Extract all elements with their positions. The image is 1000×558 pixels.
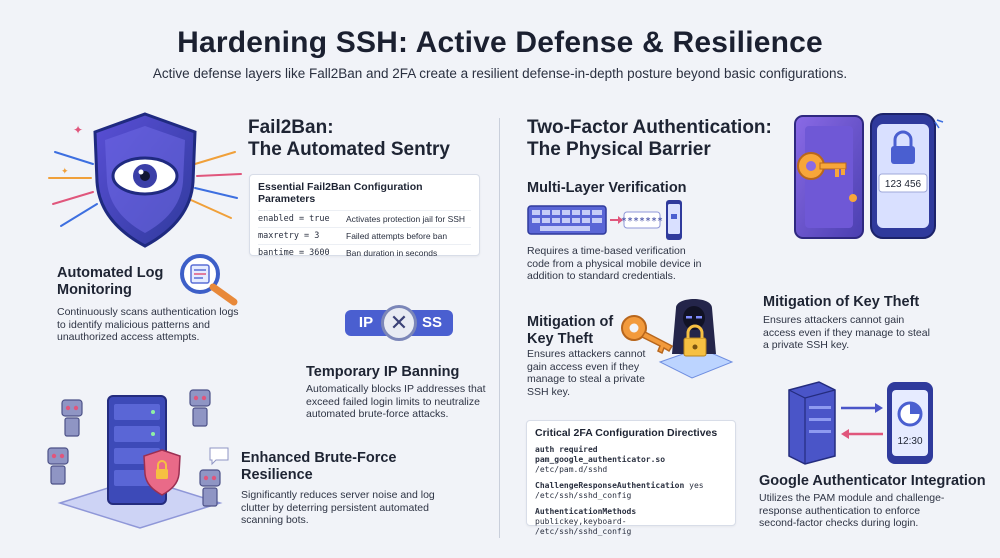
multi-layer-title: Multi-Layer Verification <box>527 180 687 196</box>
log-monitoring-title-line2: Monitoring <box>57 282 132 298</box>
svg-text:✦: ✦ <box>61 166 69 176</box>
brute-force-body: Significantly reduces server noise and log clutter by deterring persistent automated scanning bots. <box>241 489 435 526</box>
param-key: bantime = 3600 <box>258 248 330 258</box>
param-row <box>258 227 471 244</box>
directive-value: publickey,keyboard- <box>535 517 627 526</box>
param-desc: Ban duration in seconds <box>346 248 438 258</box>
directives-card <box>526 420 736 536</box>
ban-x-icon: ✕ <box>381 305 417 341</box>
twofa-heading-line2: The Physical Barrier <box>527 139 711 160</box>
ip-banning-title: Temporary IP Banning <box>306 364 460 380</box>
directive-item <box>535 481 727 501</box>
fail2ban-params-card <box>249 174 480 256</box>
key-theft-right-body: Ensures attackers cannot gain access even if they manage to steal a private SSH key. <box>763 314 930 351</box>
twofa-heading <box>527 117 772 161</box>
page-title: Hardening SSH: Active Defense & Resilience <box>177 26 823 59</box>
param-row <box>258 244 471 261</box>
twofa-heading-line1: Two-Factor Authentication: <box>527 117 772 138</box>
hacker-key-icon <box>620 292 735 387</box>
vault-phone-icon <box>775 108 960 248</box>
google-auth-body: Utilizes the PAM module and challenge-response authentication to enforce second-factor checks during login. <box>759 492 945 529</box>
directive-item <box>535 445 727 475</box>
server-bots-icon <box>40 378 235 543</box>
log-monitoring-title <box>57 265 163 299</box>
fail2ban-heading-line2: The Automated Sentry <box>248 139 450 160</box>
ip-ban-badge <box>345 305 453 341</box>
multi-layer-body: Requires a time-based verification code from a physical mobile device in addition to standard credentials. <box>527 245 702 282</box>
ip-label: IP <box>345 310 387 336</box>
key-theft-center-title <box>527 314 613 348</box>
brute-force-title <box>241 450 397 484</box>
log-monitoring-body: Continuously scans authentication logs to identify malicious patterns and unauthorized access attempts. <box>57 306 239 343</box>
param-key: maxretry = 3 <box>258 231 320 241</box>
key-theft-right-title: Mitigation of Key Theft <box>763 294 920 310</box>
directive-value: yes <box>684 481 704 490</box>
phone-code: 123 456 <box>884 179 922 190</box>
brute-force-title-line1: Enhanced Brute-Force <box>241 450 397 466</box>
params-card-title: Essential Fail2Ban Configuration Parameters <box>258 181 423 205</box>
keyboard-phone-icon <box>526 198 686 242</box>
fail2ban-heading-line1: Fail2Ban: <box>248 117 334 138</box>
param-desc: Activates protection jail for SSH <box>346 214 466 224</box>
directive-name: AuthenticationMethods <box>535 507 637 516</box>
directive-path: /etc/pam.d/sshd <box>535 465 608 474</box>
server-phone-sync-icon <box>775 378 950 468</box>
directive-path: /etc/ssh/sshd_config <box>535 491 632 500</box>
page-subtitle: Active defense layers like Fall2Ban and 2FA create a resilient defense-in-depth posture beyond basic configurations. <box>152 66 848 81</box>
password-mask: ******* <box>620 216 664 227</box>
log-monitoring-title-line1: Automated Log <box>57 265 164 281</box>
key-theft-center-body: Ensures attackers cannot gain access even if they manage to steal a private SSH key. <box>527 348 646 398</box>
google-auth-title: Google Authenticator Integration <box>759 473 986 489</box>
magnifier-icon <box>174 250 240 308</box>
brute-force-title-line2: Resilience <box>241 467 313 483</box>
directive-item <box>535 507 727 537</box>
ip-banning-body: Automatically blocks IP addresses that exceed failed login limits to neutralize automated brute-force attacks. <box>306 383 486 420</box>
key-theft-center-title-line1: Mitigation of <box>527 314 614 330</box>
key-theft-center-title-line2: Key Theft <box>527 331 594 347</box>
column-divider <box>499 118 500 538</box>
directive-name: ChallengeResponseAuthentication <box>535 481 685 490</box>
param-row <box>258 210 471 227</box>
directive-name: auth required pam_google_authenticator.so <box>535 445 666 464</box>
directives-card-title: Critical 2FA Configuration Directives <box>535 427 718 439</box>
param-key: enabled = true <box>258 214 330 224</box>
param-desc: Failed attempts before ban <box>346 231 448 241</box>
fail2ban-heading <box>248 117 450 161</box>
phone-time: 12:30 <box>897 436 923 447</box>
svg-text:✦: ✦ <box>73 123 84 137</box>
shield-eye-icon <box>45 104 245 254</box>
ss-label: SS <box>411 310 453 336</box>
directive-path: /etc/ssh/sshd_config <box>535 527 632 536</box>
